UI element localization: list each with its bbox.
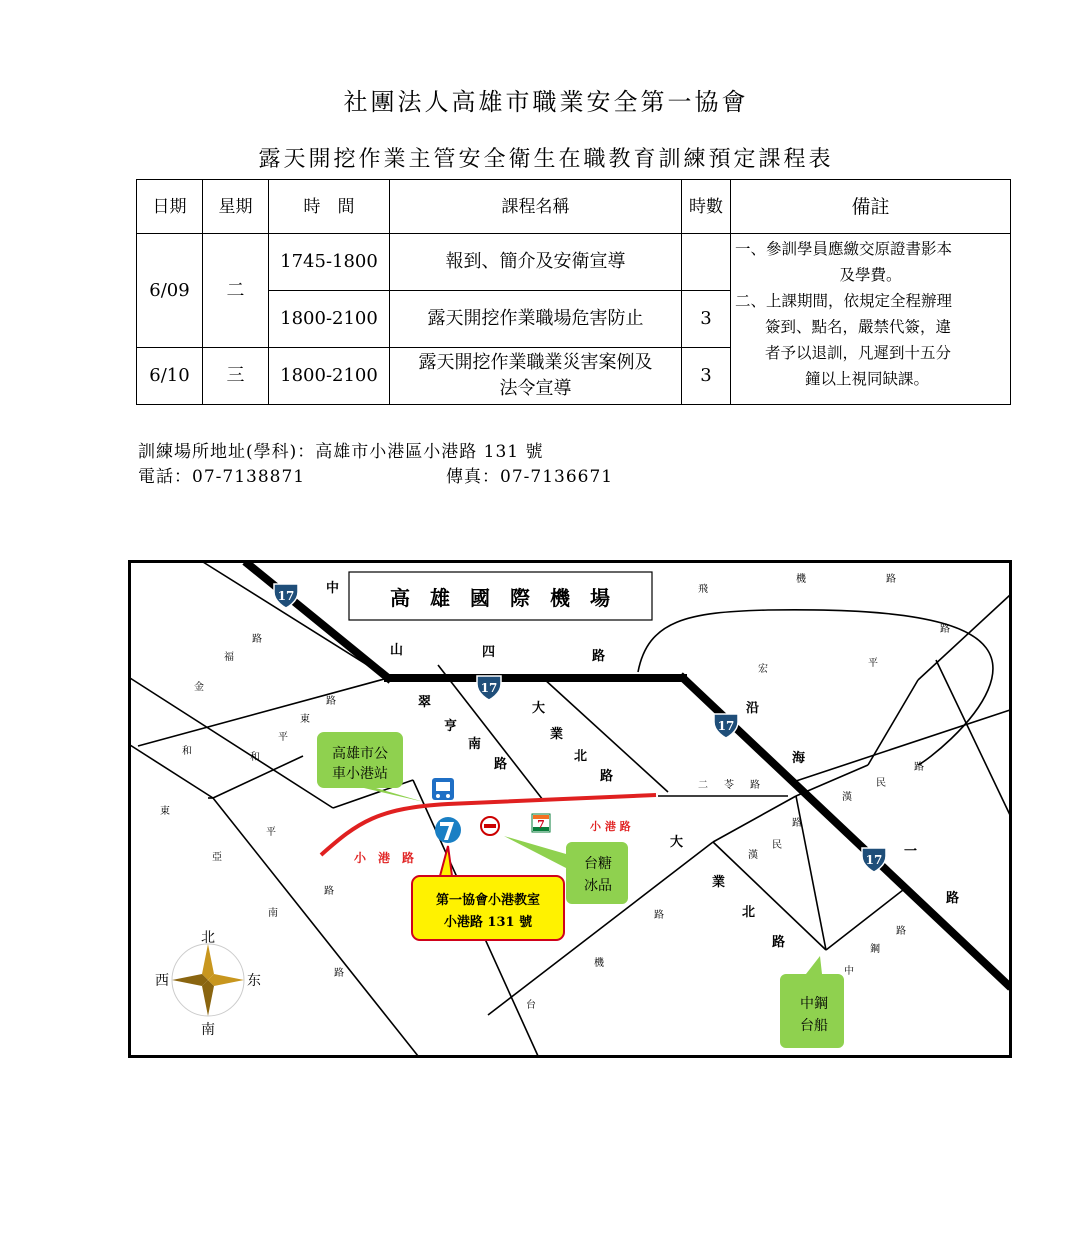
road-label: 北	[574, 749, 588, 764]
road-label: 機	[796, 574, 806, 585]
road-label: 平	[868, 658, 878, 669]
road-label: 山	[390, 643, 404, 658]
road-label: 漢	[842, 792, 852, 803]
course-line: 法令宣導	[499, 378, 572, 399]
row-hours: 3	[682, 291, 731, 348]
location-map	[128, 560, 1012, 1058]
convenience-store-icon	[532, 814, 550, 832]
course-line: 露天開挖作業職業災害案例及	[418, 352, 653, 373]
svg-text:車小港站: 車小港站	[332, 766, 388, 782]
row-course	[390, 348, 682, 405]
road-label: 海	[792, 751, 806, 766]
road-label: 路	[592, 649, 606, 664]
road-label: 路	[326, 696, 336, 707]
road-label: 一	[904, 844, 918, 859]
header-hours: 時數	[682, 180, 731, 234]
xiaogang-road-label: 小 港 路	[590, 820, 631, 833]
note-line: 一、參訓學員應繳交原證書影本	[735, 240, 953, 258]
road-label: 中	[844, 966, 854, 977]
road-label: 大	[670, 835, 684, 850]
svg-text:冰品: 冰品	[584, 878, 612, 894]
row-course: 露天開挖作業職場危害防止	[390, 291, 682, 348]
svg-text:第一協會小港教室: 第一協會小港教室	[435, 893, 541, 908]
road-label: 苓	[724, 780, 734, 791]
sugar-logo-icon	[481, 817, 499, 835]
road-label: 路	[252, 634, 262, 645]
road-label: 業	[712, 875, 726, 890]
road-label: 和	[250, 752, 260, 763]
bus-stop-icon	[432, 778, 454, 800]
table-header-row	[137, 180, 1011, 234]
road-label: 路	[494, 757, 508, 772]
road-label: 路	[896, 926, 906, 937]
road-label: 業	[550, 727, 564, 742]
header-weekday: 星期	[203, 180, 269, 234]
phone-number: 電話：07-7138871	[138, 467, 306, 487]
road-label: 機	[594, 958, 604, 969]
svg-text:高雄市公: 高雄市公	[332, 746, 388, 762]
road-label: 路	[940, 624, 950, 635]
road-label: 東	[300, 714, 310, 725]
note-line: 鐘以上視同缺課。	[805, 370, 930, 388]
header-notes: 備註	[731, 180, 1011, 234]
row-course: 報到、簡介及安衛宣導	[390, 234, 682, 291]
road-label: 亨	[444, 719, 458, 734]
road-label: 南	[268, 908, 278, 919]
road-label: 福	[224, 652, 234, 663]
road-label: 路	[914, 762, 924, 773]
note-line: 者予以退訓，凡遲到十五分	[765, 344, 952, 362]
road-label: 平	[266, 827, 276, 838]
road-label: 民	[876, 778, 886, 789]
svg-text:台船: 台船	[800, 1018, 828, 1034]
svg-text:中鋼: 中鋼	[800, 996, 828, 1012]
road-label: 路	[772, 935, 786, 950]
road-label: 路	[886, 574, 896, 585]
svg-text:台糖: 台糖	[584, 856, 612, 872]
road-label: 大	[532, 701, 546, 716]
svg-text:17: 17	[865, 853, 883, 867]
road-label: 東	[160, 806, 170, 817]
svg-text:南: 南	[201, 1022, 215, 1038]
row-time: 1800-2100	[269, 348, 390, 405]
svg-text:17: 17	[277, 589, 295, 603]
fax-number: 傳真：07-7136671	[446, 467, 614, 487]
svg-text:17: 17	[717, 719, 735, 733]
road-label: 翠	[418, 695, 432, 710]
road-label: 二	[698, 780, 708, 791]
svg-text:北: 北	[201, 930, 215, 946]
header-time: 時 間	[269, 180, 390, 234]
road-label: 漢	[748, 850, 758, 861]
road-label: 路	[654, 910, 664, 921]
row-date: 6/10	[137, 348, 203, 405]
note-line: 及學費。	[839, 266, 902, 284]
road-label: 鋼	[870, 944, 880, 955]
svg-text:西: 西	[155, 973, 169, 989]
road-label: 平	[278, 732, 288, 743]
note-line: 簽到、點名，嚴禁代簽，違	[765, 318, 952, 336]
schedule-table	[136, 179, 1011, 405]
road-label: 中	[326, 581, 340, 596]
venue-address: 訓練場所地址(學科)：高雄市小港區小港路 131 號	[138, 442, 544, 462]
row-time: 1800-2100	[269, 291, 390, 348]
road-label: 路	[792, 818, 802, 829]
road-label: 路	[334, 968, 344, 979]
road-label: 台	[526, 1000, 536, 1011]
road-label: 亞	[212, 852, 222, 863]
table-row	[137, 234, 1011, 291]
road-label: 路	[324, 886, 334, 897]
road-label: 和	[182, 746, 192, 757]
row-date: 6/09	[137, 234, 203, 348]
road-label: 金	[194, 682, 204, 693]
xiaogang-road-label: 小 港 路	[354, 851, 415, 865]
row-time: 1745-1800	[269, 234, 390, 291]
svg-text:7: 7	[537, 818, 545, 831]
road-label: 民	[772, 840, 782, 851]
road-label: 四	[482, 645, 496, 660]
road-label: 南	[468, 737, 482, 752]
svg-text:小港路 131 號: 小港路 131 號	[443, 915, 533, 930]
road-label: 北	[742, 905, 756, 920]
header-course: 課程名稱	[390, 180, 682, 234]
road-label: 沿	[746, 701, 760, 716]
row-hours: 3	[682, 348, 731, 405]
row-weekday: 三	[203, 348, 269, 405]
road-label: 路	[750, 780, 760, 791]
row-weekday: 二	[203, 234, 269, 348]
venue-marker-icon	[435, 817, 461, 843]
svg-text:东: 东	[247, 973, 261, 989]
road-label: 路	[946, 891, 960, 906]
row-hours	[682, 234, 731, 291]
notes-cell	[731, 234, 1011, 405]
svg-text:17: 17	[480, 681, 498, 695]
airport-label: 高 雄 國 際 機 場	[390, 586, 610, 610]
road-label: 路	[600, 769, 614, 784]
road-label: 宏	[758, 664, 768, 675]
course-schedule-title: 露天開挖作業主管安全衛生在職教育訓練預定課程表	[258, 147, 834, 172]
road-label: 飛	[698, 584, 708, 595]
organization-title: 社團法人高雄市職業安全第一協會	[343, 88, 749, 116]
header-date: 日期	[137, 180, 203, 234]
note-line: 二、上課期間，依規定全程辦理	[735, 292, 953, 310]
